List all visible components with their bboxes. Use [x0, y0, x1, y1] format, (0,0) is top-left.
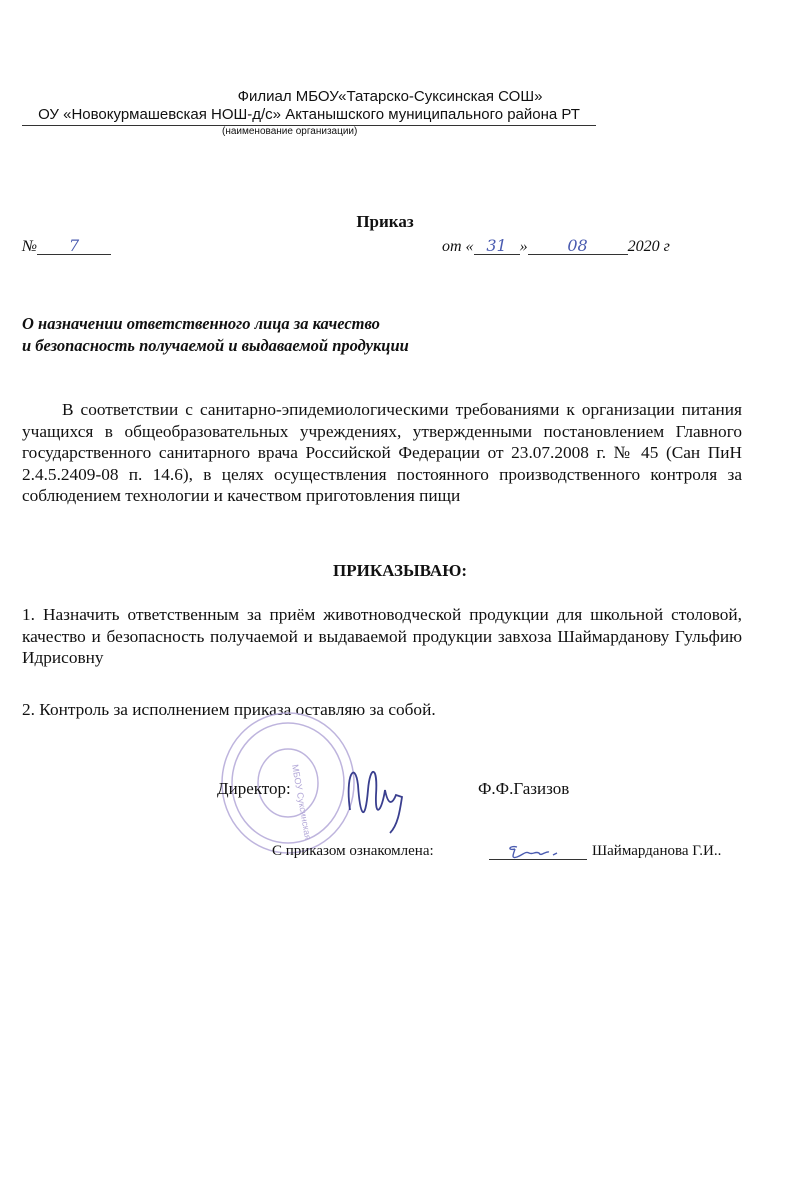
subject-line: и безопасность получаемой и выдаваемой продукции [22, 336, 409, 355]
svg-text:МБОУ Суксинская: МБОУ Суксинская [290, 763, 314, 841]
date-year: 2020 г [627, 238, 670, 255]
director-name: Ф.Ф.Газизов [478, 779, 570, 798]
order-date [442, 236, 670, 256]
date-prefix: от « [442, 238, 474, 255]
employee-signature [489, 843, 587, 863]
organization-name-line2: ОУ «Новокурмашевская НОШ-д/с» Актанышского муниципального района РТ [22, 106, 596, 126]
director-signature [330, 755, 430, 835]
order-item: 2. Контроль за исполнением приказа оставляю за собой. [22, 700, 436, 719]
order-item: 1. Назначить ответственным за приём животноводческой продукции для школьной столовой, качество и безопасность получаемой и выдаваемой продукции завхоза Шаймарданову Гульфию Идрисовну [22, 605, 742, 668]
date-month: 08 [528, 236, 628, 255]
organization-name-line1: Филиал МБОУ«Татарско-Суксинская СОШ» [237, 88, 543, 105]
order-number [22, 236, 111, 256]
number-label: № [22, 238, 38, 255]
order-heading: ПРИКАЗЫВАЮ: [332, 561, 468, 580]
acknowledgement-name: Шаймарданова Г.И.. [592, 843, 722, 859]
director-label: Директор: [217, 779, 291, 798]
acknowledgement-signature-line [489, 843, 587, 860]
subject-line: О назначении ответственного лица за качество [22, 314, 380, 333]
organization-caption: (наименование организации) [222, 126, 358, 137]
acknowledgement-label: С приказом ознакомлена: [272, 843, 434, 859]
date-day: 31 [474, 236, 520, 255]
document-title: Приказ [356, 212, 414, 231]
number-value: 7 [37, 236, 111, 255]
date-mid: » [519, 238, 528, 255]
preamble-paragraph: В соответствии с санитарно-эпидемиологическими требованиями к организации питания учащихся в общеобразовательных учреждениях, утвержденными постановлением Главного государственного санитарного врача Российской Федерации от 23.07.2008 г. № 45 (Сан ПиН 2.4.5.2409-08 п. 14.6), в целях осуществления постоянного производственного контроля за соблюдением технологии и качеством приготовления пищи [22, 400, 742, 506]
order-subject [22, 313, 409, 357]
